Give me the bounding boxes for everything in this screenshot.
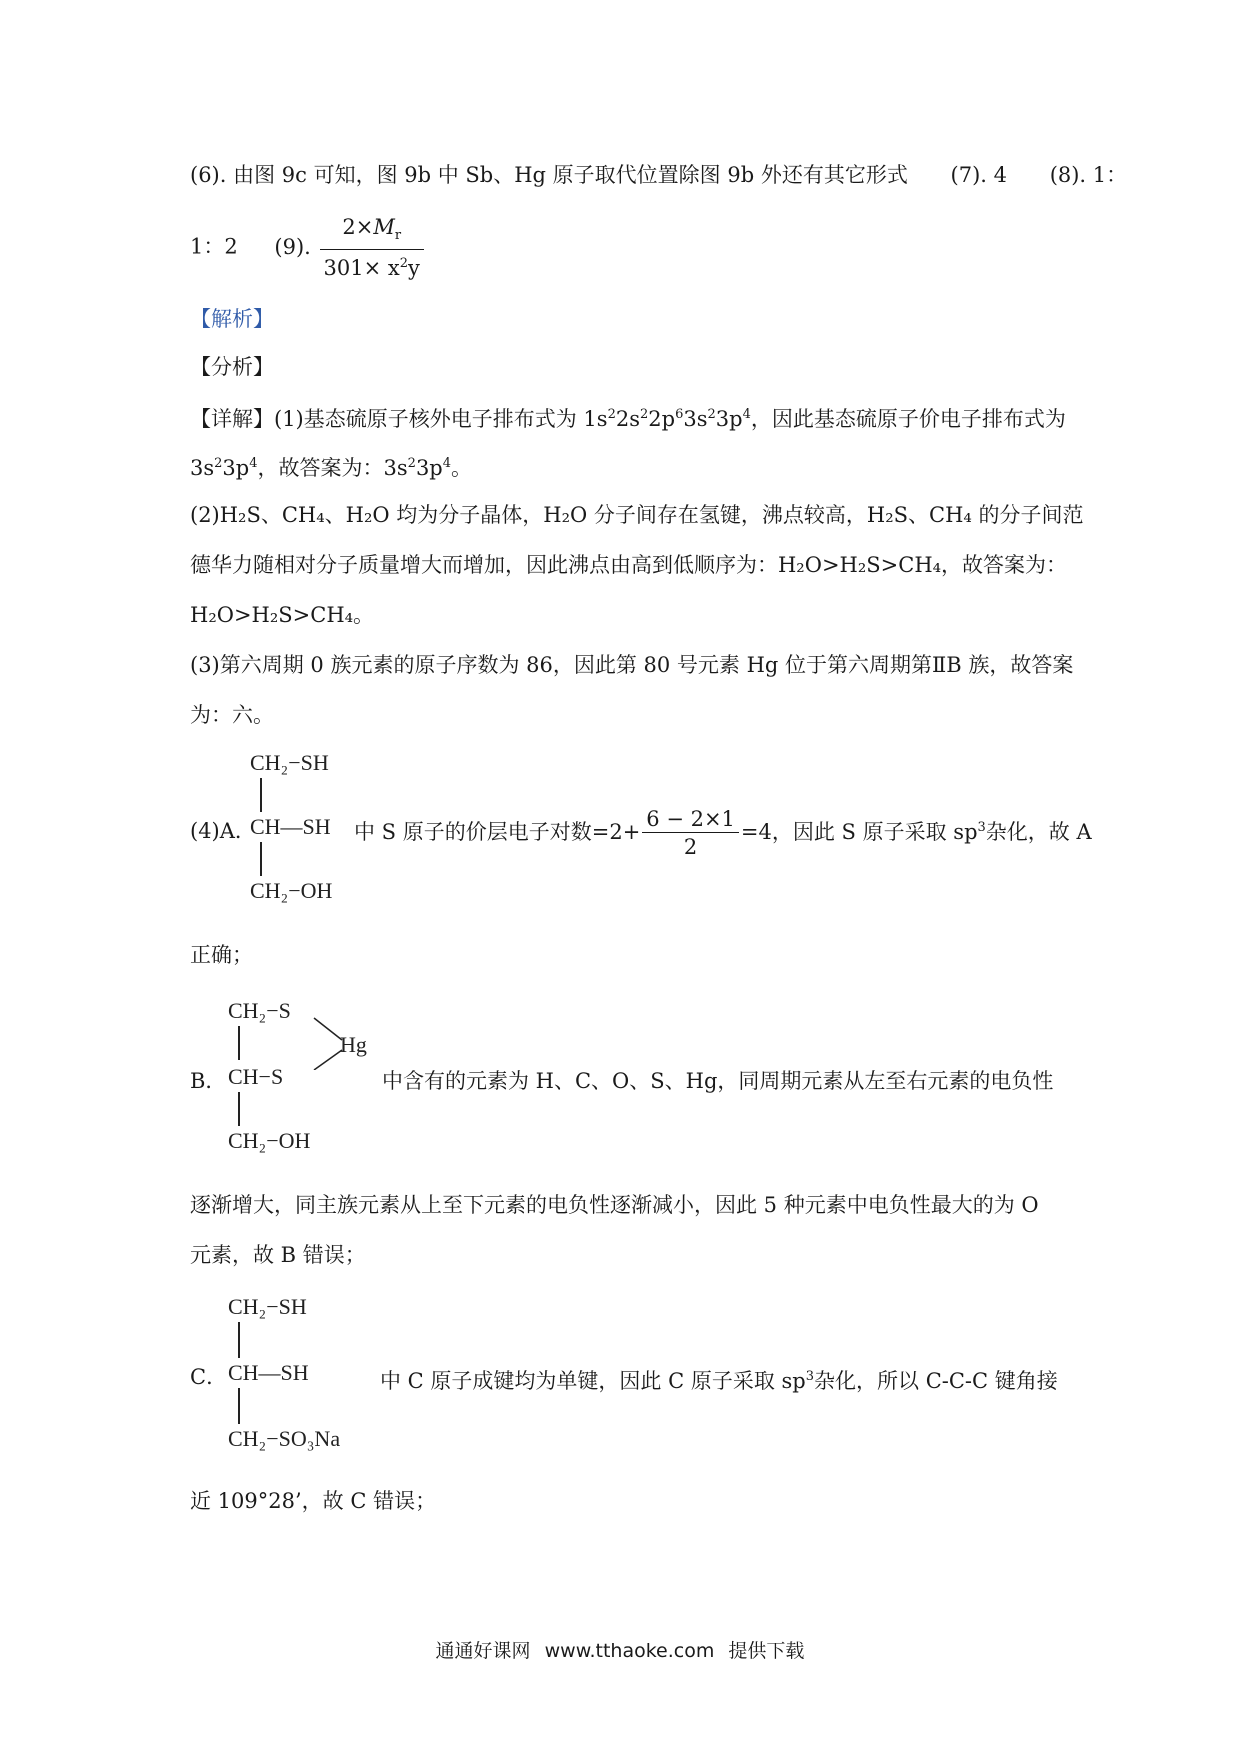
option-a-frac-den: 2 <box>642 832 739 861</box>
answer-9-numerator <box>320 214 424 249</box>
option-c-sup: 3 <box>805 1369 815 1384</box>
answer-6-label: (6). <box>190 163 227 187</box>
heading-jiexi: 【解析】 <box>190 307 274 331</box>
p1-sup-a: 2 <box>607 407 616 422</box>
option-b-label: B． <box>190 1069 227 1093</box>
molecule-c-bond-2 <box>238 1388 240 1424</box>
footer-note: 提供下载 <box>728 1640 805 1662</box>
footer-url[interactable]: www.tthaoke.com <box>544 1640 715 1662</box>
molecule-a-bot: CH₂−OH <box>250 878 333 903</box>
answer-line-2 <box>190 214 426 282</box>
p1-g: 3s <box>190 456 215 480</box>
option-a-t3: 杂化，故 A <box>985 820 1092 844</box>
option-a-t1: 中 S 原子的价层电子对数=2+ <box>354 820 641 844</box>
num-m: M <box>373 215 395 239</box>
option-c-label: C． <box>190 1365 228 1389</box>
answer-9-denominator <box>320 249 424 282</box>
footer <box>0 1636 1240 1663</box>
molecule-c <box>228 1294 398 1454</box>
molecule-a <box>250 750 370 910</box>
p1-sup-g: 2 <box>214 456 223 471</box>
p1-k: 。 <box>451 456 473 480</box>
den-part1: 301× x <box>323 256 400 281</box>
molecule-b-hg: Hg <box>340 1032 367 1057</box>
molecule-b-mid: CH−S <box>228 1064 284 1089</box>
p1-sup-h: 4 <box>249 456 258 471</box>
answer-line-1 <box>190 160 1127 190</box>
den-part2: y <box>408 256 420 281</box>
paragraph-1-line-1 <box>190 400 1066 434</box>
p1-c: 2p <box>648 407 676 431</box>
answer-8-value-part1: 1： <box>1092 163 1128 187</box>
molecule-a-bond-1 <box>260 778 262 812</box>
p1-sup-d: 2 <box>707 407 716 422</box>
num-coef: 2× <box>342 215 374 239</box>
molecule-c-top: CH₂−SH <box>228 1294 307 1319</box>
p1-sup-i: 2 <box>407 456 416 471</box>
option-a-sup: 3 <box>977 820 986 835</box>
answer-8-value-part2: 1：2 <box>190 234 238 259</box>
option-c-line-2: 近 109°28’，故 C 错误； <box>190 1489 437 1513</box>
option-b-line-2: 逐渐增大，同主族元素从上至下元素的电负性逐渐减小，因此 5 种元素中电负性最大的为 O <box>190 1193 1039 1217</box>
molecule-b-bot: CH₂−OH <box>228 1128 311 1153</box>
answer-7-label: (7). <box>950 163 987 187</box>
paragraph-3-line-2: 为：六。 <box>190 703 274 727</box>
p1-sup-j: 4 <box>442 456 452 471</box>
num-sub: r <box>394 228 402 244</box>
p1-sup-b: 2 <box>639 407 649 422</box>
option-c-t2: 杂化，所以 C-C-C 键角接 <box>814 1369 1058 1393</box>
option-a-text <box>354 798 1092 862</box>
molecule-b-top: CH₂−S <box>228 998 291 1023</box>
option-a-label: (4)A． <box>190 819 256 843</box>
molecule-a-top: CH₂−SH <box>250 750 329 775</box>
paragraph-1-line-2 <box>190 449 472 483</box>
answer-6-text: 由图 9c 可知，图 9b 中 Sb、Hg 原子取代位置除图 9b 外还有其它形式 <box>233 163 908 187</box>
molecule-a-bond-2 <box>260 842 262 876</box>
option-a-frac-num: 6 − 2×1 <box>646 807 735 831</box>
answer-9-label: (9). <box>274 234 311 259</box>
p1-d: 3s <box>683 407 708 431</box>
option-c-t1: 中 C 原子成键均为单键，因此 C 原子采取 sp <box>380 1369 806 1393</box>
paragraph-2-line-3: H₂O>H₂S>CH₄。 <box>190 603 375 627</box>
p1-sup-e: 4 <box>742 407 751 422</box>
molecule-b <box>228 998 388 1158</box>
paragraph-3-line-1: (3)第六周期 0 族元素的原子序数为 86，因此第 80 号元素 Hg 位于第六周期第ⅡB 族，故答案 <box>190 653 1074 677</box>
p1-a: (1)基态硫原子核外电子排布式为 1s <box>274 407 608 431</box>
option-b-text: 中含有的元素为 H、C、O、S、Hg，同周期元素从左至右元素的电负性 <box>382 1069 1054 1093</box>
p1-e: 3p <box>715 407 743 431</box>
p1-j: 3p <box>415 456 443 480</box>
option-a-t2: =4，因此 S 原子采取 sp <box>740 820 978 844</box>
p1-b: 2s <box>615 407 640 431</box>
p1-sup-c: 6 <box>675 407 684 422</box>
p1-f: ，因此基态硫原子价电子排布式为 <box>750 407 1066 431</box>
molecule-a-mid: CH—SH <box>250 814 331 839</box>
answer-7-value: 4 <box>993 163 1007 187</box>
molecule-c-bond-1 <box>238 1322 240 1358</box>
answer-8-label: (8). <box>1049 163 1087 187</box>
option-a-fraction <box>642 806 739 861</box>
footer-site-name: 通通好课网 <box>435 1640 531 1662</box>
p1-i: ，故答案为：3s <box>257 456 408 480</box>
option-a-line-2: 正确； <box>190 943 253 967</box>
den-sup: 2 <box>399 256 409 272</box>
molecule-c-bot: CH₂−SO₃Na <box>228 1426 341 1451</box>
option-c-text <box>380 1362 1058 1396</box>
answer-9-fraction <box>320 214 424 282</box>
paragraph-2-line-2: 德华力随相对分子质量增大而增加，因此沸点由高到低顺序为：H₂O>H₂S>CH₄，故答案为： <box>190 553 1068 577</box>
paragraph-2-line-1: (2)H₂S、CH₄、H₂O 均为分子晶体，H₂O 分子间存在氢键，沸点较高，H₂S、CH₄ 的分子间范 <box>190 503 1084 527</box>
heading-fenxi: 【分析】 <box>190 355 274 379</box>
option-b-line-3: 元素，故 B 错误； <box>190 1243 366 1267</box>
molecule-b-bond-1 <box>238 1026 240 1060</box>
p1-h: 3p <box>222 456 250 480</box>
heading-xiangjie: 【详解】 <box>190 407 274 431</box>
molecule-b-bond-2 <box>238 1092 240 1126</box>
molecule-c-mid: CH—SH <box>228 1360 309 1385</box>
